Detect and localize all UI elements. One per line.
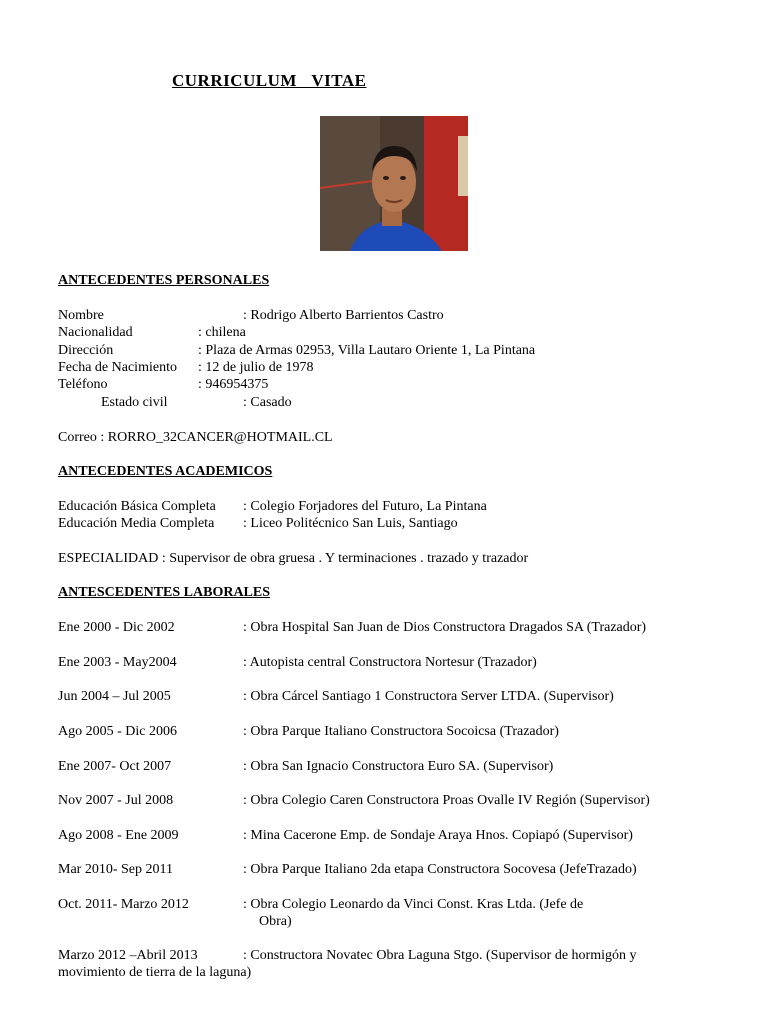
label-nacionalidad: Nacionalidad [58,325,133,340]
work-period: Oct. 2011- Marzo 2012 [58,897,189,912]
work-description: : Obra San Ignacio Constructora Euro SA. (Supervisor) [243,759,554,774]
work-period: Ago 2008 - Ene 2009 [58,828,179,843]
value-telefono: : 946954375 [198,377,269,392]
work-description: : Obra Parque Italiano Constructora Socoicsa (Trazador) [243,724,559,739]
work-description: : Constructora Novatec Obra Laguna Stgo. (Supervisor de hormigón y [243,948,637,963]
work-period: Nov 2007 - Jul 2008 [58,793,174,808]
work-period: Jun 2004 – Jul 2005 [58,689,171,704]
work-period: Ene 2000 - Dic 2002 [58,620,175,635]
work-description: : Mina Cacerone Emp. de Sondaje Araya Hnos. Copiapó (Supervisor) [243,828,633,843]
value-nacionalidad: : chilena [198,325,246,340]
section-heading-personal: ANTECEDENTES PERSONALES [58,273,270,288]
work-period: Ene 2003 - May2004 [58,655,177,670]
work-description: : Obra Parque Italiano 2da etapa Constructora Socovesa (JefeTrazado) [243,862,637,877]
work-description: : Obra Cárcel Santiago 1 Constructora Server LTDA. (Supervisor) [243,689,614,704]
work-period: Ago 2005 - Dic 2006 [58,724,177,739]
value-nombre: : Rodrigo Alberto Barrientos Castro [243,308,444,323]
work-description: : Obra Hospital San Juan de Dios Constructora Dragados SA (Trazador) [243,620,647,635]
value-fecha-nacimiento: : 12 de julio de 1978 [198,360,314,375]
work-description: : Autopista central Constructora Nortesur (Trazador) [243,655,537,670]
profile-photo [320,116,468,251]
value-educacion-basica: : Colegio Forjadores del Futuro, La Pintana [243,499,487,514]
work-period: Mar 2010- Sep 2011 [58,862,173,877]
section-heading-work: ANTESCEDENTES LABORALES [58,585,271,600]
email-line: Correo : RORRO_32CANCER@HOTMAIL.CL [58,430,333,445]
work-period: Ene 2007- Oct 2007 [58,759,172,774]
section-heading-academic: ANTECEDENTES ACADEMICOS [58,464,273,479]
profile-photo-image [320,116,468,251]
work-description: : Obra Colegio Caren Constructora Proas Ovalle IV Región (Supervisor) [243,793,650,808]
work-description-continuation: movimiento de tierra de la laguna) [58,965,252,980]
value-estado-civil: : Casado [243,395,292,410]
label-nombre: Nombre [58,308,104,323]
label-estado-civil: Estado civil [101,395,168,410]
specialty-line: ESPECIALIDAD : Supervisor de obra gruesa . Y terminaciones . trazado y trazador [58,551,529,566]
cv-title: CURRICULUM VITAE [172,71,367,90]
label-educacion-basica: Educación Básica Completa [58,499,216,514]
label-educacion-media: Educación Media Completa [58,516,215,531]
value-educacion-media: : Liceo Politécnico San Luis, Santiago [243,516,458,531]
value-direccion: : Plaza de Armas 02953, Villa Lautaro Oriente 1, La Pintana [198,343,536,358]
label-telefono: Teléfono [58,377,108,392]
label-fecha-nacimiento: Fecha de Nacimiento [58,360,177,375]
work-period: Marzo 2012 –Abril 2013 [58,948,198,963]
label-direccion: Dirección [58,343,114,358]
work-description-continuation: Obra) [259,914,292,929]
work-description: : Obra Colegio Leonardo da Vinci Const. Kras Ltda. (Jefe de [243,897,584,912]
